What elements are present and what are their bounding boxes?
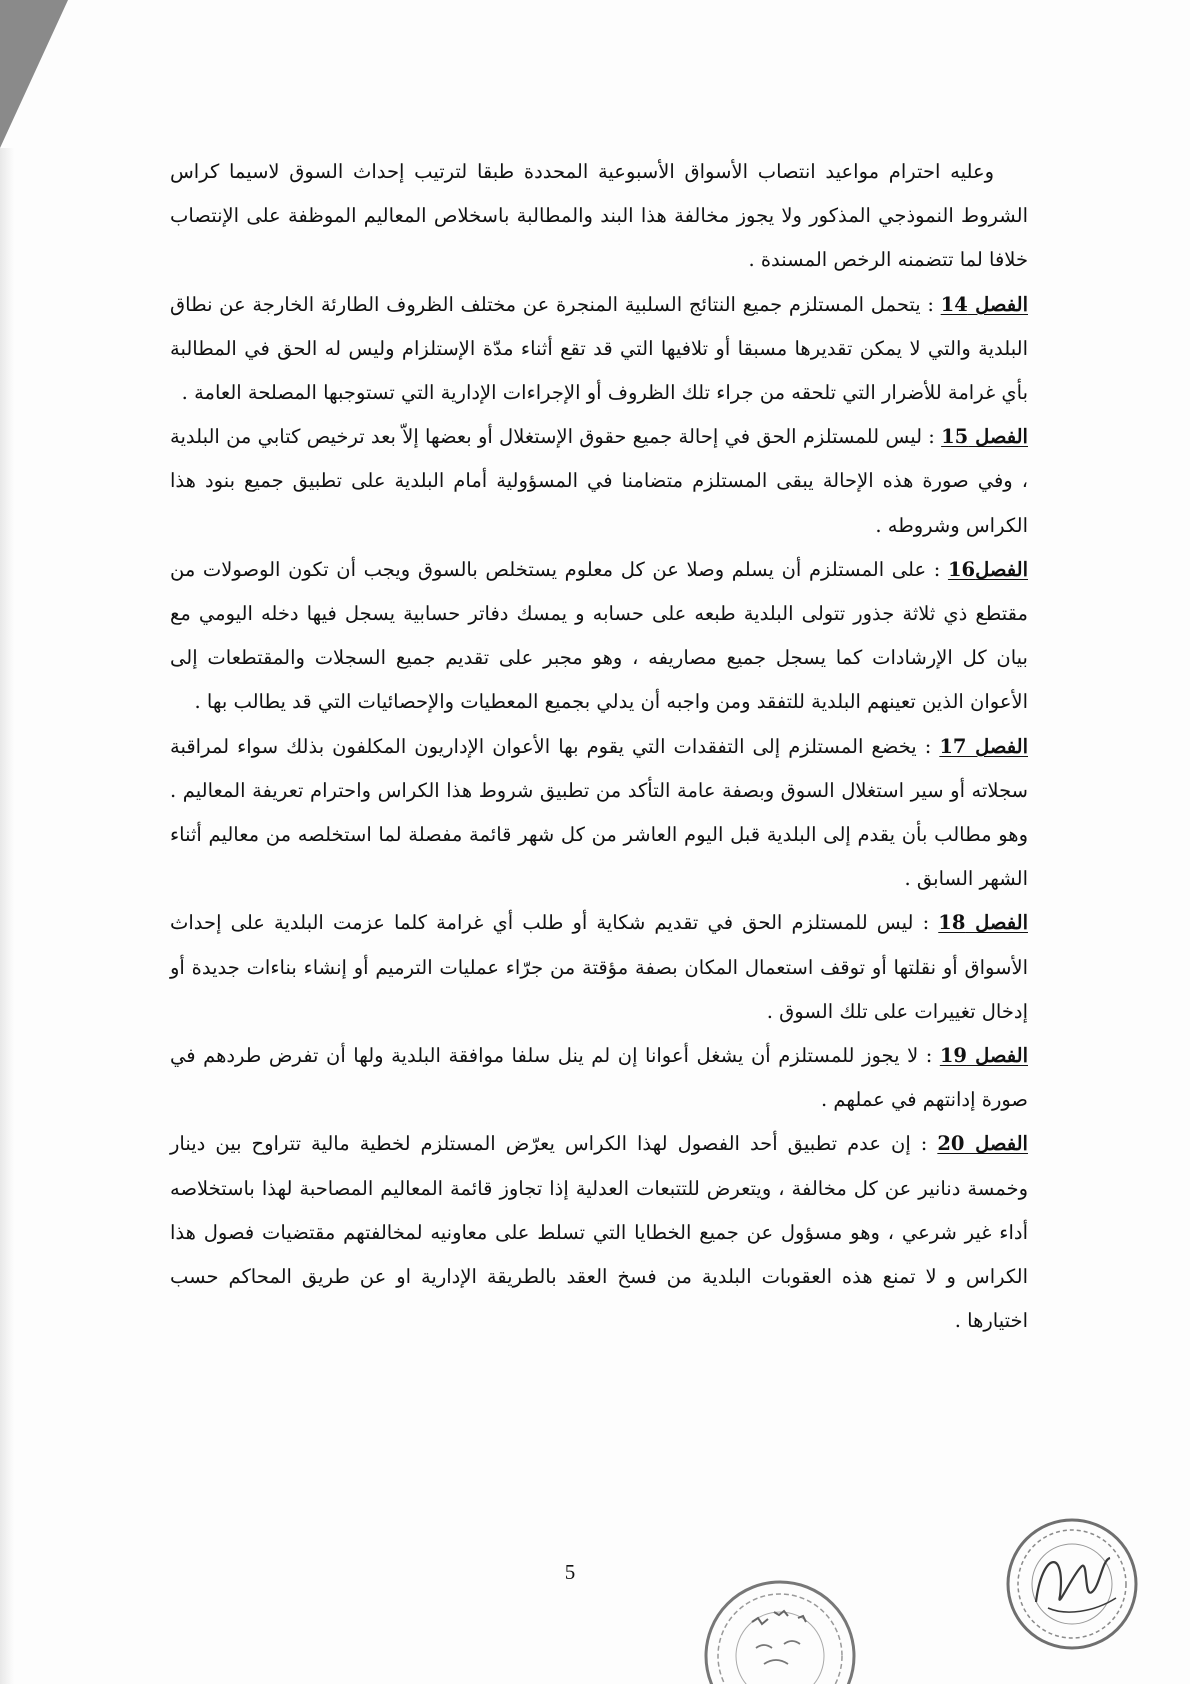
- article-14-text: : يتحمل المستلزم جميع النتائج السلبية المنجرة عن مختلف الظروف الطارئة الخارجة عن نطاق البلدية والتي لا يمكن تقديرها مسبقا أو تلافيها التي قد تقع أثناء مدّة الإستلزام وليس له الحق في المطالبة بأي غرامة للأضرار التي تلحقه من جراء تلك الظروف أو الإجراءات الإدارية التي تستوجبها المصلحة العامة .: [170, 292, 1028, 405]
- page-edge-shadow: [0, 148, 14, 1684]
- article-19-text: : لا يجوز للمستلزم أن يشغل أعوانا إن لم ينل سلفا موافقة البلدية ولها أن تفرض طردهم في صورة إدانتهم في عملهم .: [170, 1044, 1028, 1112]
- article-15: [170, 415, 1028, 548]
- article-16-text: : على المستلزم أن يسلم وصلا عن كل معلوم يستخلص بالسوق ويجب أن تكون الوصولات من مقتطع ذي ثلاثة جذور تتولى البلدية طبعه على حسابه و يمسك دفاتر حسابية يسجل فيها دخله اليومي مع بيان كل الإرشادات كما يسجل جميع مصاريفه ، وهو مجبر على تقديم جميع السجلات والمقتطعات إلى الأعوان الذين تعينهم البلدية للتفقد ومن واجبه أن يدلي بجميع المعطيات والإحصائيات التي قد يطالب بها .: [170, 557, 1028, 714]
- folded-corner: [0, 0, 68, 148]
- article-17-text: : يخضع المستلزم إلى التفقدات التي يقوم بها الأعوان الإداريون المكلفون بذلك سواء لمراقبة سجلاته أو سير استغلال السوق وبصفة عامة التأكد من تطبيق شروط هذا الكراس واحترام تعريفة المعاليم . وهو مطالب بأن يقدم إلى البلدية قبل اليوم العاشر من كل شهر قائمة مفصلة لما استخلصه من معاليم أثناء الشهر السابق .: [170, 734, 1028, 891]
- intro-paragraph: وعليه احترام مواعيد انتصاب الأسواق الأسبوعية المحددة طبقا لترتيب إحداث السوق لاسيما كراس الشروط النموذجي المذكور ولا يجوز مخالفة هذا البند والمطالبة باسخلاص المعاليم الموظفة على الإنتصاب خلافا لما تتضمنه الرخص المسندة .: [170, 160, 1028, 272]
- article-20-heading: الفصل 20: [937, 1132, 1028, 1156]
- article-15-text: : ليس للمستلزم الحق في إحالة جميع حقوق الإستغلال أو بعضها إلاّ بعد ترخيص كتابي من البلدية ، وفي صورة هذه الإحالة يبقى المستلزم متضامنا في المسؤولية أمام البلدية على تطبيق جميع بنود هذا الكراس وشروطه .: [170, 425, 1028, 537]
- article-15-heading: الفصل 15: [941, 425, 1028, 449]
- article-18: [170, 901, 1028, 1034]
- article-18-text: : ليس للمستلزم الحق في تقديم شكاية أو طلب أي غرامة كلما عزمت البلدية على إحداث الأسواق أو نقلتها أو توقف استعمال المكان بصفة مؤقتة من جرّاء عمليات الترميم أو إنشاء بناءات جديدة أو إدخال تغييرات على تلك السوق .: [170, 911, 1028, 1023]
- article-20: [170, 1122, 1028, 1343]
- article-14: [170, 283, 1028, 416]
- official-stamp-signature: [996, 1512, 1148, 1656]
- article-20-text: : إن عدم تطبيق أحد الفصول لهذا الكراس يعرّض المستلزم لخطية مالية تتراوح بين دينار وخمسة دنانير عن كل مخالفة ، ويتعرض للتتبعات العدلية إذا تجاوز قائمة المعاليم المصاحبة لهذا باستخلاصه أداء غير شرعي ، وهو مسؤول عن جميع الخطايا التي تسلط على معاونيه لمخالفتهم مقتضيات فصول هذا الكراس و لا تمنع هذه العقوبات البلدية من فسخ العقد بالطريقة الإدارية او عن طريق المحاكم حسب اختيارها .: [170, 1132, 1028, 1333]
- article-19-heading: الفصل 19: [939, 1044, 1028, 1068]
- article-18-heading: الفصل 18: [938, 911, 1028, 935]
- article-17-heading: الفصل 17: [939, 734, 1028, 758]
- article-14-heading: الفصل 14: [940, 292, 1028, 316]
- page-number: 5: [564, 1560, 576, 1584]
- document-body: [170, 150, 1028, 1343]
- article-17: [170, 725, 1028, 902]
- article-16: [170, 548, 1028, 725]
- article-19: [170, 1034, 1028, 1122]
- article-16-heading: الفصل16: [947, 557, 1028, 581]
- municipal-stamp: [694, 1560, 864, 1684]
